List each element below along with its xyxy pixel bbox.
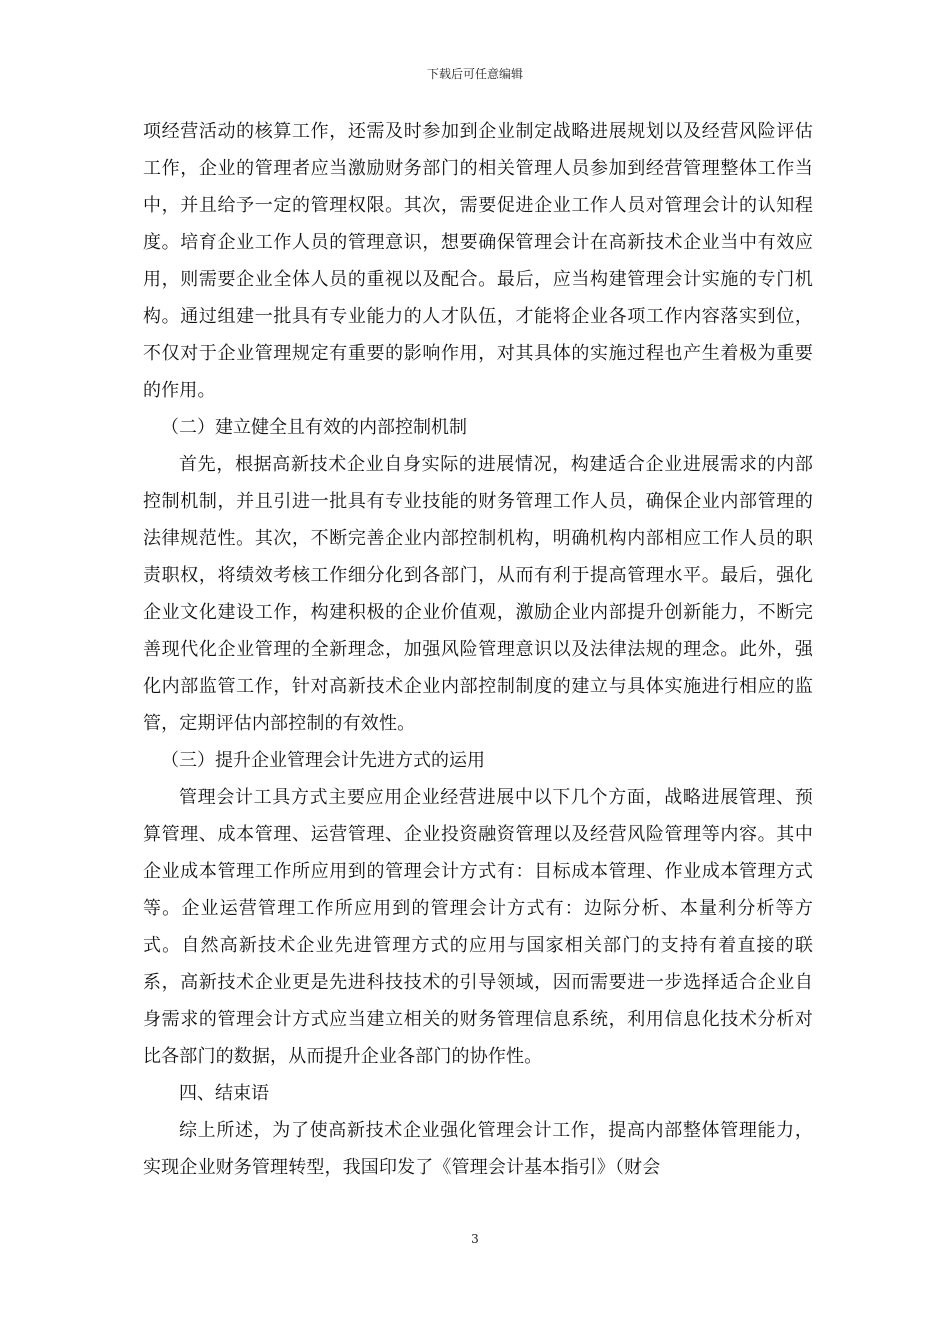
body-paragraph-4: 综上所述，为了使高新技术企业强化管理会计工作，提高内部整体管理能力，实现企业财务管理转型，我国印发了《管理会计基本指引》（财会 (143, 1120, 813, 1178)
body-paragraph-3: 管理会计工具方式主要应用企业经营进展中以下几个方面，战略进展管理、预算管理、成本管理、运营管理、企业投资融资管理以及经营风险管理等内容。其中企业成本管理工作所应用到的管理会计方式有：目标成本管理、作业成本管理方式等。企业运营管理工作所应用到的管理会计方式有：边际分析、本量利分析等方式。自然高新技术企业先进管理方式的应用与国家相关部门的支持有着直接的联系，高新技术企业更是先进科技技术的引导领域，因而需要进一步选择适合企业自身需求的管理会计方式应当建立相关的财务管理信息系统，利用信息化技术分析对比各部门的数据，从而提升企业各部门的协作性。 (143, 787, 813, 1067)
document-body (143, 113, 813, 1186)
section-heading-4: 四、结束语 (179, 1083, 269, 1104)
body-paragraph-1: 项经营活动的核算工作，还需及时参加到企业制定战略进展规划以及经营风险评估工作，企业的管理者应当激励财务部门的相关管理人员参加到经营管理整体工作当中，并且给予一定的管理权限。其次，需要促进企业工作人员对管理会计的认知程度。培育企业工作人员的管理意识，想要确保管理会计在高新技术企业当中有效应用，则需要企业全体人员的重视以及配合。最后，应当构建管理会计实施的专门机构。通过组建一批具有专业能力的人才队伍，才能将企业各项工作内容落实到位，不仅对于企业管理规定有重要的影响作用，对其具体的实施过程也产生着极为重要的作用。 (143, 121, 813, 401)
section-heading-3: （三）提升企业管理会计先进方式的运用 (161, 750, 485, 771)
body-paragraph-2: 首先，根据高新技术企业自身实际的进展情况，构建适合企业进展需求的内部控制机制，并且引进一批具有专业技能的财务管理工作人员，确保企业内部管理的法律规范性。其次，不断完善企业内部控制机构，明确机构内部相应工作人员的职责职权，将绩效考核工作细分化到各部门，从而有利于提高管理水平。最后，强化企业文化建设工作，构建积极的企业价值观，激励企业内部提升创新能力，不断完善现代化企业管理的全新理念，加强风险管理意识以及法律法规的理念。此外，强化内部监管工作，针对高新技术企业内部控制制度的建立与具体实施进行相应的监管，定期评估内部控制的有效性。 (143, 454, 813, 734)
section-heading-2: （二）建立健全且有效的内部控制机制 (161, 417, 467, 438)
page-header: 下载后可任意编辑 (426, 67, 523, 81)
page-number: 3 (471, 1232, 479, 1246)
